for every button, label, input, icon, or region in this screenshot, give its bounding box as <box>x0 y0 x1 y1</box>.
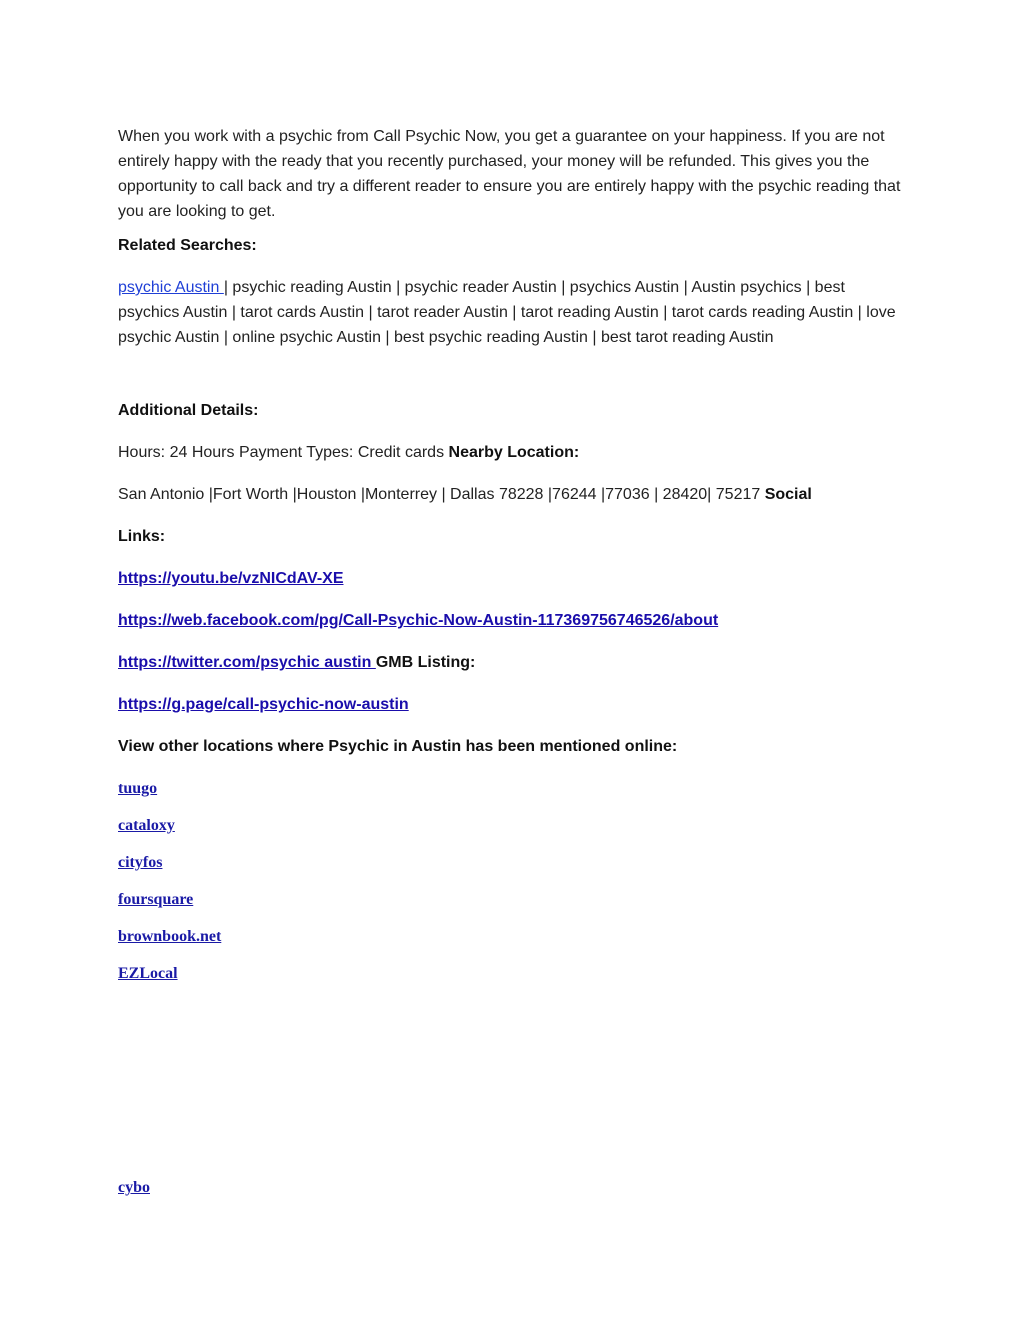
mentions-heading: View other locations where Psychic in Austin has been mentioned online: <box>118 738 678 755</box>
additional-details-heading: Additional Details: <box>118 402 259 419</box>
youtube-line <box>118 566 908 591</box>
twitter-line <box>118 650 908 675</box>
mention-item <box>118 850 908 875</box>
related-searches-text: | psychic reading Austin | psychic reader Austin | psychics Austin | Austin psychics | best psychics Austin | tarot cards Austin | tarot reader Austin | tarot reading Austin | tarot cards reading Austin | love psychic Austin | online psychic Austin | best psychic reading Austin | best tarot reading Austin <box>118 279 896 346</box>
gpage-line <box>118 692 908 717</box>
mention-item <box>118 1175 908 1200</box>
cityfos-link[interactable]: cityfos <box>118 854 163 871</box>
gpage-link[interactable]: https://g.page/call-psychic-now-austin <box>118 696 409 713</box>
mention-item <box>118 887 908 912</box>
facebook-link[interactable]: https://web.facebook.com/pg/Call-Psychic-Now-Austin-117369756746526/about <box>118 612 719 629</box>
gmb-listing-label: GMB Listing: <box>375 654 476 671</box>
foursquare-link[interactable]: foursquare <box>118 891 194 908</box>
cybo-link[interactable]: cybo <box>118 1179 150 1196</box>
locations-line <box>118 482 908 507</box>
facebook-line <box>118 608 908 633</box>
youtube-link[interactable]: https://youtu.be/vzNICdAV-XE <box>118 570 344 587</box>
social-label: Social <box>764 486 812 503</box>
links-label: Links: <box>118 528 166 545</box>
mention-item <box>118 961 908 986</box>
twitter-link[interactable]: https://twitter.com/psychic austin <box>118 654 376 671</box>
nearby-location-label: Nearby Location: <box>448 444 580 461</box>
related-searches-heading: Related Searches: <box>118 237 257 254</box>
psychic-austin-link[interactable]: psychic Austin <box>118 279 224 296</box>
brownbook-link[interactable]: brownbook.net <box>118 928 222 945</box>
mention-item <box>118 776 908 801</box>
locations-text: San Antonio |Fort Worth |Houston |Monterrey | Dallas 78228 |76244 |77036 | 28420| 75217 <box>118 486 765 503</box>
cataloxy-link[interactable]: cataloxy <box>118 817 175 834</box>
hours-text: Hours: 24 Hours Payment Types: Credit cards <box>118 444 449 461</box>
mention-item <box>118 924 908 949</box>
intro-paragraph: When you work with a psychic from Call Psychic Now, you get a guarantee on your happiness. If you are not entirely happy with the ready that you recently purchased, your money will be refunded. This gives you the opportunity to call back and try a different reader to ensure you are entirely happy with the psychic reading that you are looking to get. <box>118 128 901 220</box>
ezlocal-link[interactable]: EZLocal <box>118 965 178 982</box>
related-searches-paragraph <box>118 275 908 350</box>
tuugo-link[interactable]: tuugo <box>118 780 158 797</box>
hours-line <box>118 440 908 465</box>
mention-item <box>118 813 908 838</box>
